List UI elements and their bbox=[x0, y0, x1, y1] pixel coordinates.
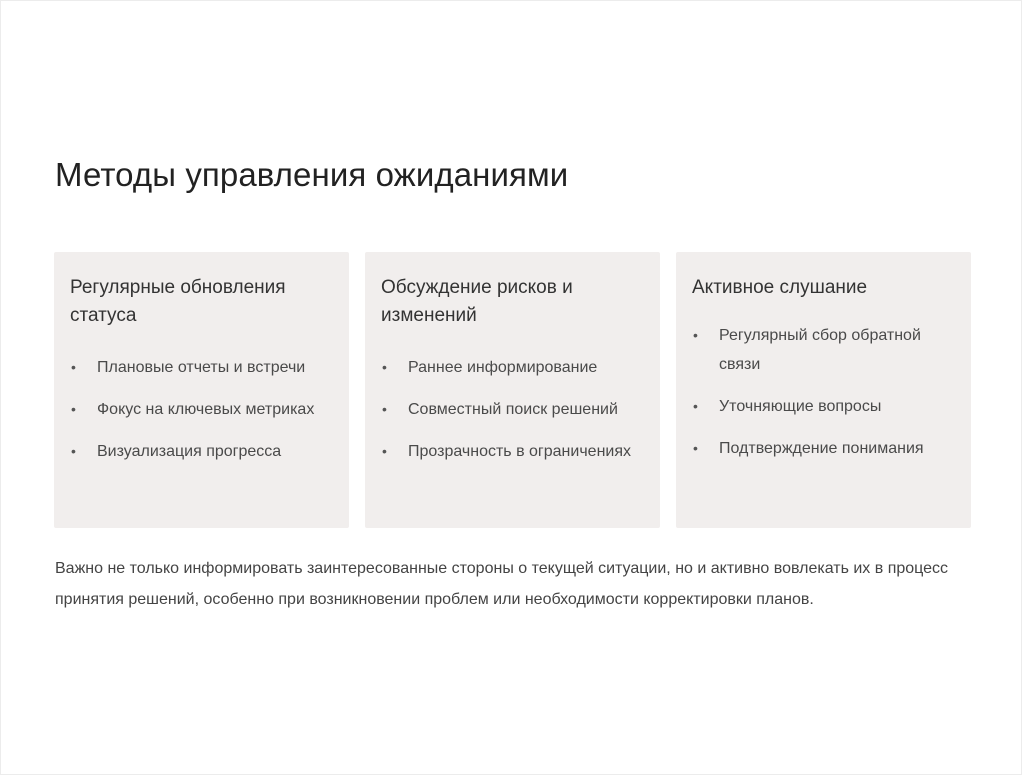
list-item-text: Плановые отчеты и встречи bbox=[97, 359, 306, 376]
bullet-icon: • bbox=[693, 440, 698, 456]
card-title: Регулярные обновления статуса bbox=[70, 277, 286, 326]
bullet-list bbox=[381, 353, 642, 466]
card-active-listening bbox=[676, 252, 971, 528]
bullet-icon: • bbox=[382, 359, 387, 375]
footer-paragraph: Важно не только информировать заинтересованные стороны о текущей ситуации, но и активно вовлекать их в процесс принятия решений, особенно при возникновении проблем или необходимости корректировки планов. bbox=[55, 560, 949, 608]
bullet-list bbox=[70, 353, 331, 466]
list-item bbox=[692, 321, 953, 379]
list-item bbox=[692, 392, 953, 421]
bullet-icon: • bbox=[693, 327, 698, 343]
list-item-text: Регулярный сбор обратной связи bbox=[719, 327, 921, 373]
card-title: Активное слушание bbox=[692, 277, 868, 298]
list-item bbox=[381, 395, 642, 424]
list-item-text: Фокус на ключевых метриках bbox=[97, 401, 315, 418]
list-item-text: Уточняющие вопросы bbox=[719, 398, 882, 415]
list-item bbox=[70, 353, 331, 382]
list-item-text: Раннее информирование bbox=[408, 359, 598, 376]
list-item bbox=[692, 434, 953, 463]
bullet-icon: • bbox=[71, 443, 76, 459]
list-item bbox=[70, 437, 331, 466]
list-item-text: Подтверждение понимания bbox=[719, 440, 924, 457]
slide-title: Методы управления ожиданиями bbox=[55, 156, 569, 193]
bullet-icon: • bbox=[693, 398, 698, 414]
card-risk-discussion bbox=[365, 252, 660, 528]
list-item-text: Прозрачность в ограничениях bbox=[408, 443, 631, 460]
list-item bbox=[70, 395, 331, 424]
card-status-updates bbox=[54, 252, 349, 528]
card-title: Обсуждение рисков и изменений bbox=[381, 277, 573, 326]
list-item bbox=[381, 437, 642, 466]
bullet-list bbox=[692, 321, 953, 463]
bullet-icon: • bbox=[382, 401, 387, 417]
list-item-text: Визуализация прогресса bbox=[97, 443, 282, 460]
bullet-icon: • bbox=[382, 443, 387, 459]
bullet-icon: • bbox=[71, 401, 76, 417]
cards-row bbox=[54, 252, 971, 528]
list-item-text: Совместный поиск решений bbox=[408, 401, 618, 418]
bullet-icon: • bbox=[71, 359, 76, 375]
list-item bbox=[381, 353, 642, 382]
